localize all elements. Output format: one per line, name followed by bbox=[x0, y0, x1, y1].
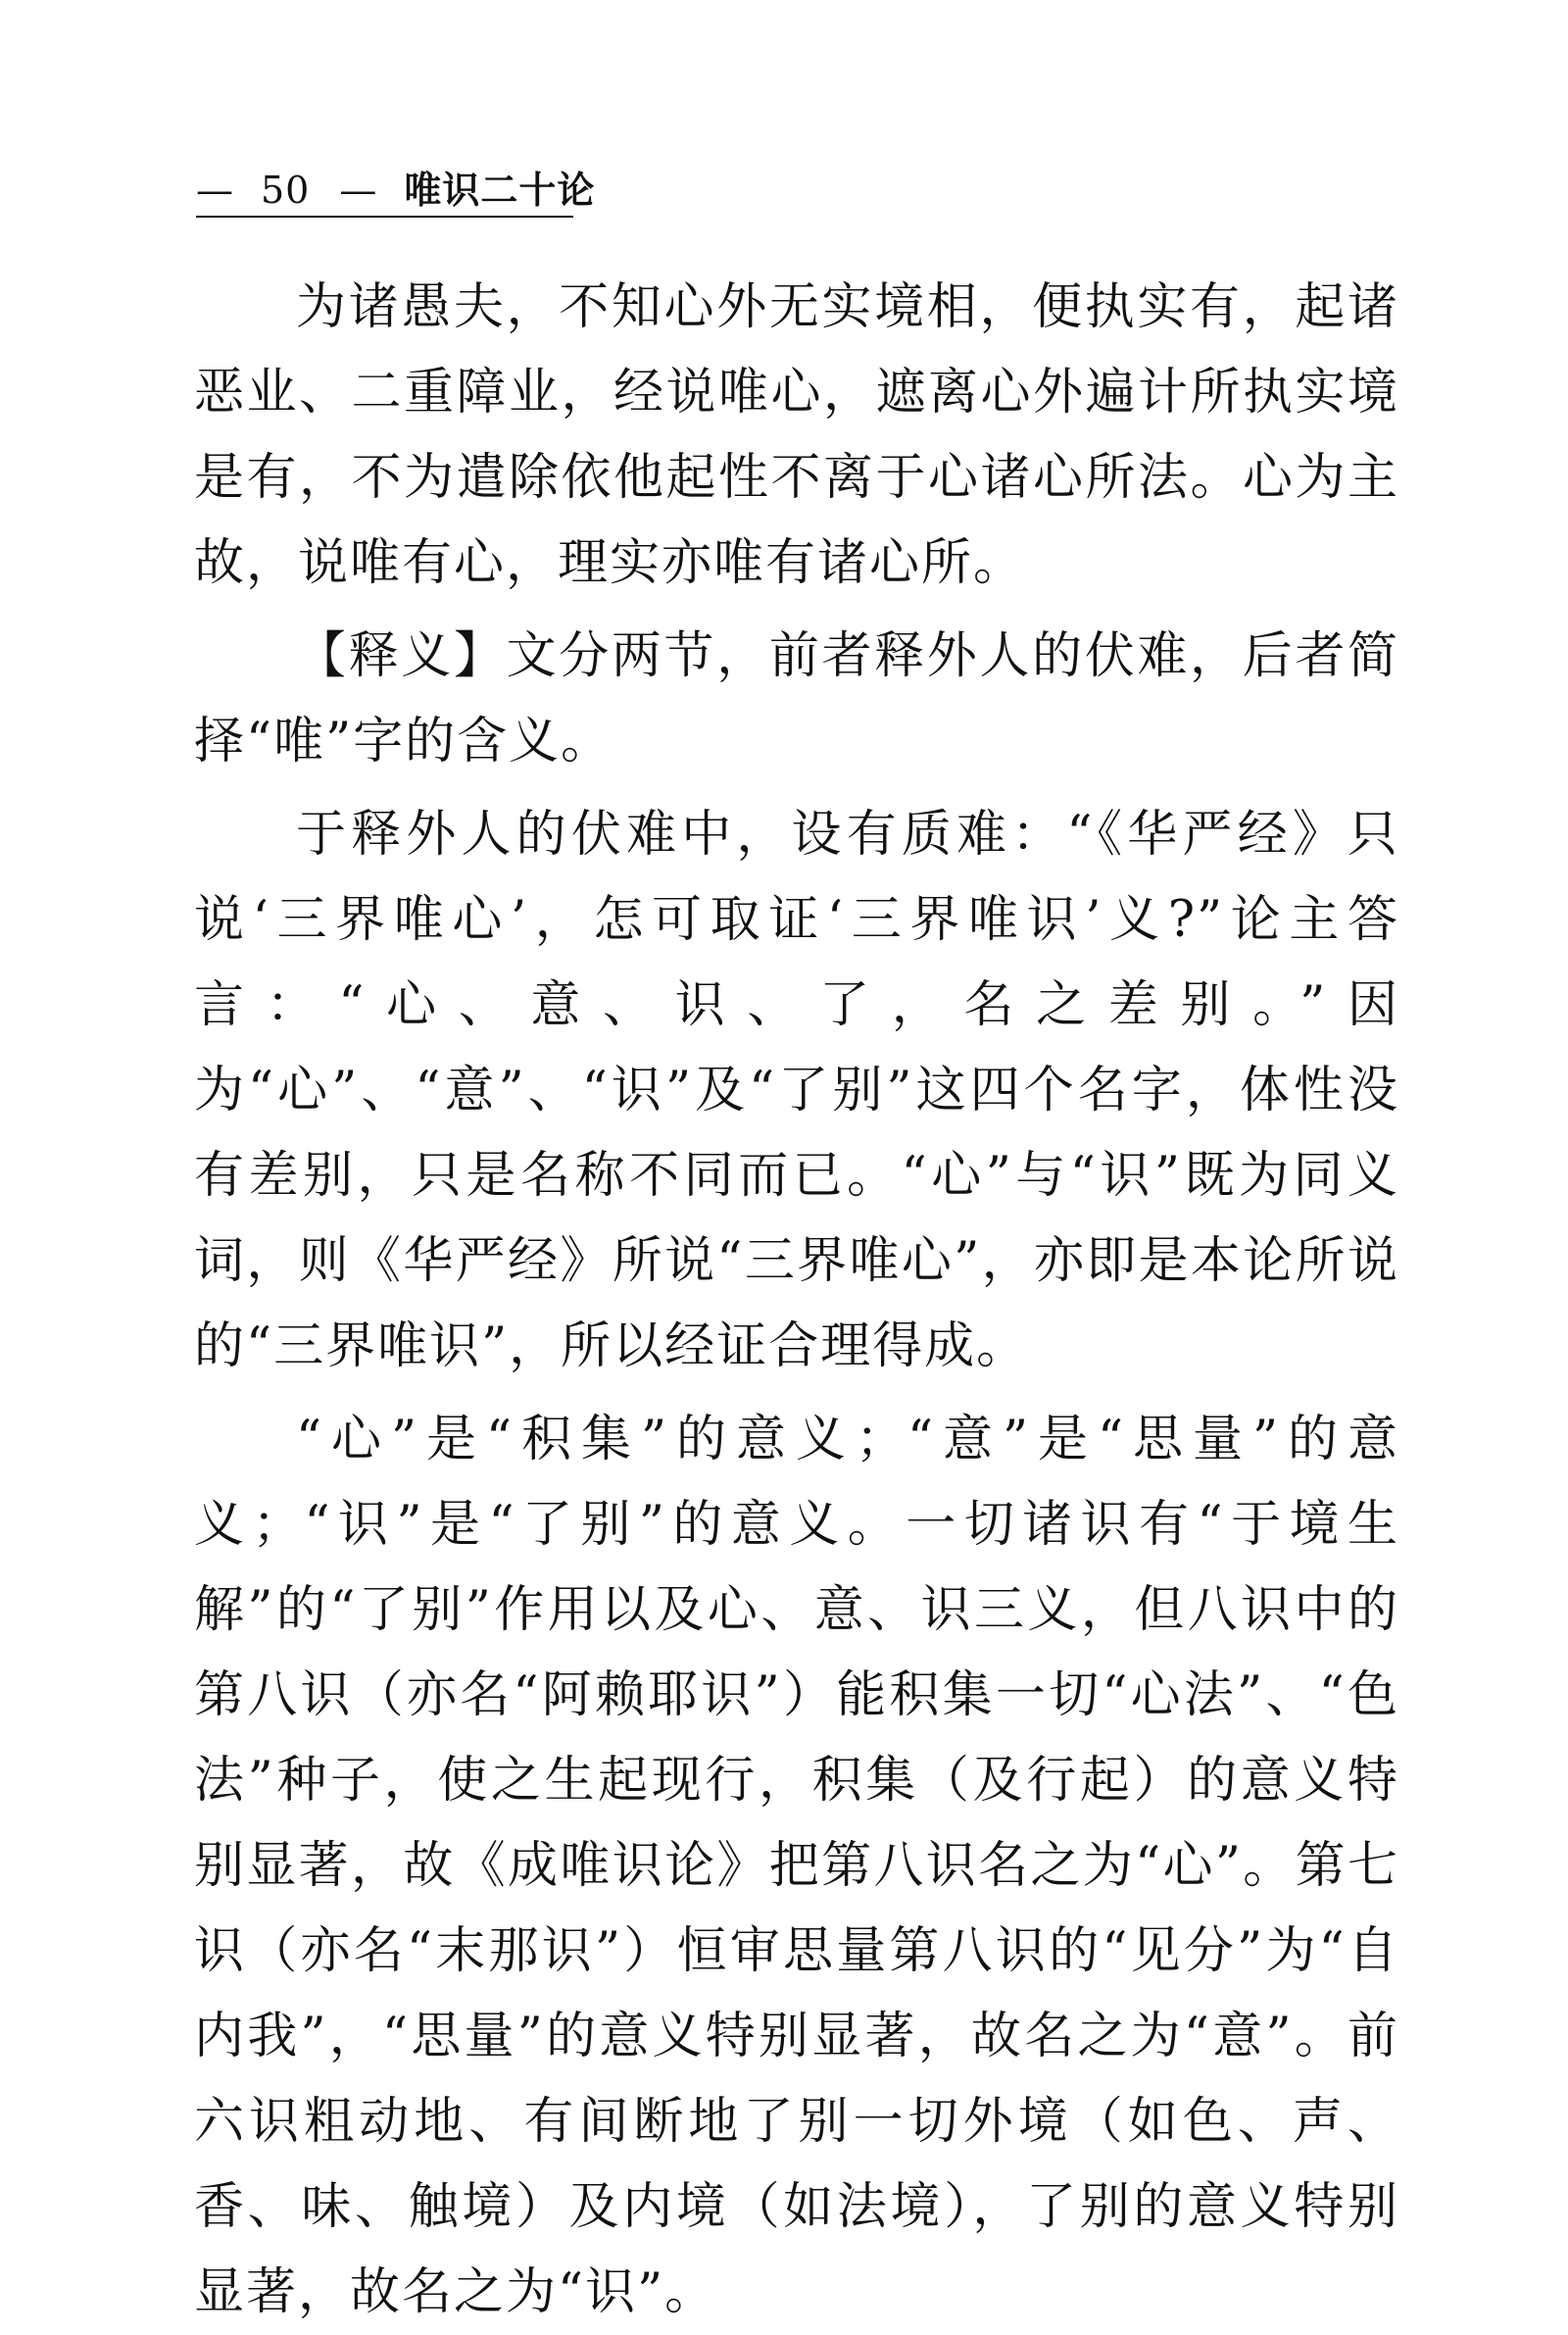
paragraph-explanation-intro: 【释义】文分两节，前者释外人的伏难，后者简择“唯”字的含义。 bbox=[194, 627, 1399, 770]
header-dash-right: — bbox=[339, 169, 379, 212]
running-header bbox=[196, 165, 596, 218]
book-title: 唯识二十论 bbox=[404, 168, 596, 212]
body-text bbox=[194, 265, 1399, 2335]
header-dash-left: — bbox=[196, 169, 235, 212]
paragraph-sutra-quote: 为诸愚夫，不知心外无实境相，便执实有，起诸恶业、二重障业，经说唯心，遮离心外遍计所执实境是有，不为遣除依他起性不离于心诸心所法。心为主故，说唯有心，理实亦唯有诸心所。 bbox=[194, 278, 1399, 592]
page-number: 50 bbox=[261, 169, 311, 212]
paragraph-objection: 于释外人的伏难中，设有质难：“《华严经》只说‘三界唯心’，怎可取证‘三界唯识’义?”论主答言：“心、意、识、了，名之差别。”因为“心”、“意”、“识”及“了别”这四个名字，体性没有差别，只是名称不同而已。“心”与“识”既为同义词，则《华严经》所说“三界唯心”，亦即是本论所说的“三界唯识”，所以经证合理得成。 bbox=[194, 806, 1399, 1375]
paragraph-mind-meanings: “心”是“积集”的意义；“意”是“思量”的意义；“识”是“了别”的意义。一切诸识有“于境生解”的“了别”作用以及心、意、识三义，但八识中的第八识（亦名“阿赖耶识”）能积集一切“心法”、“色法”种子，使之生起现行，积集（及行起）的意义特别显著，故《成唯识论》把第八识名之为“心”。第七识（亦名“末那识”）恒审思量第八识的“见分”为“自内我”，“思量”的意义特别显著，故名之为“意”。前六识粗动地、有间断地了别一切外境（如色、声、香、味、触境）及内境（如法境），了别的意义特别显著，故名之为“识”。 bbox=[194, 1411, 1399, 2321]
